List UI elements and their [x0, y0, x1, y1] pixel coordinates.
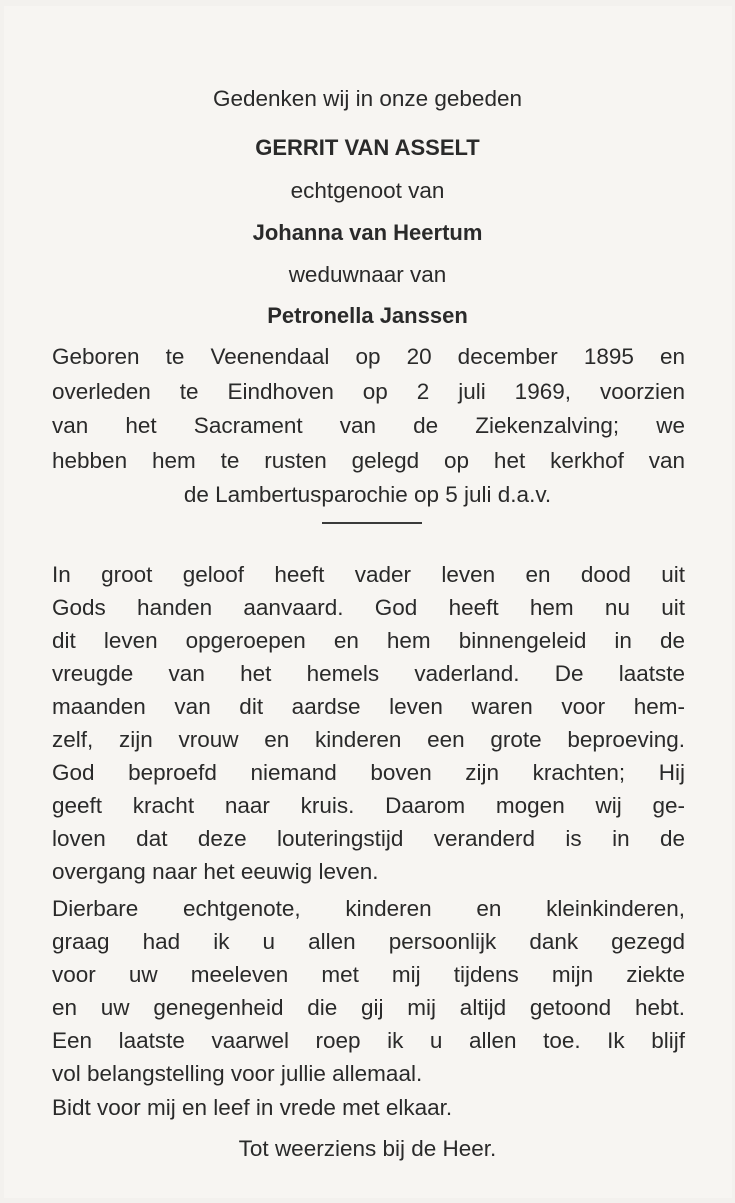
biography-line: van het Sacrament van de Ziekenzalving; we [52, 413, 685, 438]
section-divider [322, 522, 422, 524]
biography-line: Geboren te Veenendaal op 20 december 1895 en [52, 344, 685, 369]
biography-line: overleden te Eindhoven op 2 juli 1969, voorzien [52, 379, 685, 404]
message-line: Bidt voor mij en leef in vrede met elkaar. [52, 1095, 453, 1120]
message-line: In groot geloof heeft vader leven en dood uit [52, 562, 685, 587]
relation-text-1: echtgenoot van [290, 178, 445, 203]
message-line: overgang naar het eeuwig leven. [52, 859, 379, 884]
message-line: loven dat deze louteringstijd veranderd is in de [52, 826, 685, 851]
biography-line: hebben hem te rusten gelegd op het kerkhof van [52, 448, 685, 473]
message-line: dit leven opgeroepen en hem binnengeleid in de [52, 628, 685, 653]
message-line: en uw genegenheid die gij mij altijd getoond hebt. [52, 995, 685, 1020]
message-line: voor uw meeleven met mij tijdens mijn ziekte [52, 962, 685, 987]
spouse-name-1: Johanna van Heertum [252, 220, 483, 245]
deceased-name: GERRIT VAN ASSELT [255, 135, 480, 160]
message-line: graag had ik u allen persoonlijk dank gezegd [52, 929, 685, 954]
message-line: Een laatste vaarwel roep ik u allen toe. Ik blijf [52, 1028, 685, 1053]
relation-text-2: weduwnaar van [288, 262, 447, 287]
biography-line: de Lambertusparochie op 5 juli d.a.v. [183, 482, 552, 507]
message-line: God beproefd niemand boven zijn krachten; Hij [52, 760, 685, 785]
message-line: geeft kracht naar kruis. Daarom mogen wij ge- [52, 793, 685, 818]
message-line: vol belangstelling voor jullie allemaal. [52, 1061, 423, 1086]
spouse-name-2: Petronella Janssen [267, 303, 468, 328]
message-line: Gods handen aanvaard. God heeft hem nu uit [52, 595, 685, 620]
message-line: maanden van dit aardse leven waren voor hem- [52, 694, 685, 719]
message-line: vreugde van het hemels vaderland. De laatste [52, 661, 685, 686]
intro-text: Gedenken wij in onze gebeden [213, 86, 522, 111]
closing-text: Tot weerziens bij de Heer. [238, 1136, 497, 1161]
message-line: zelf, zijn vrouw en kinderen een grote beproeving. [52, 727, 685, 752]
message-line: Dierbare echtgenote, kinderen en kleinkinderen, [52, 896, 685, 921]
